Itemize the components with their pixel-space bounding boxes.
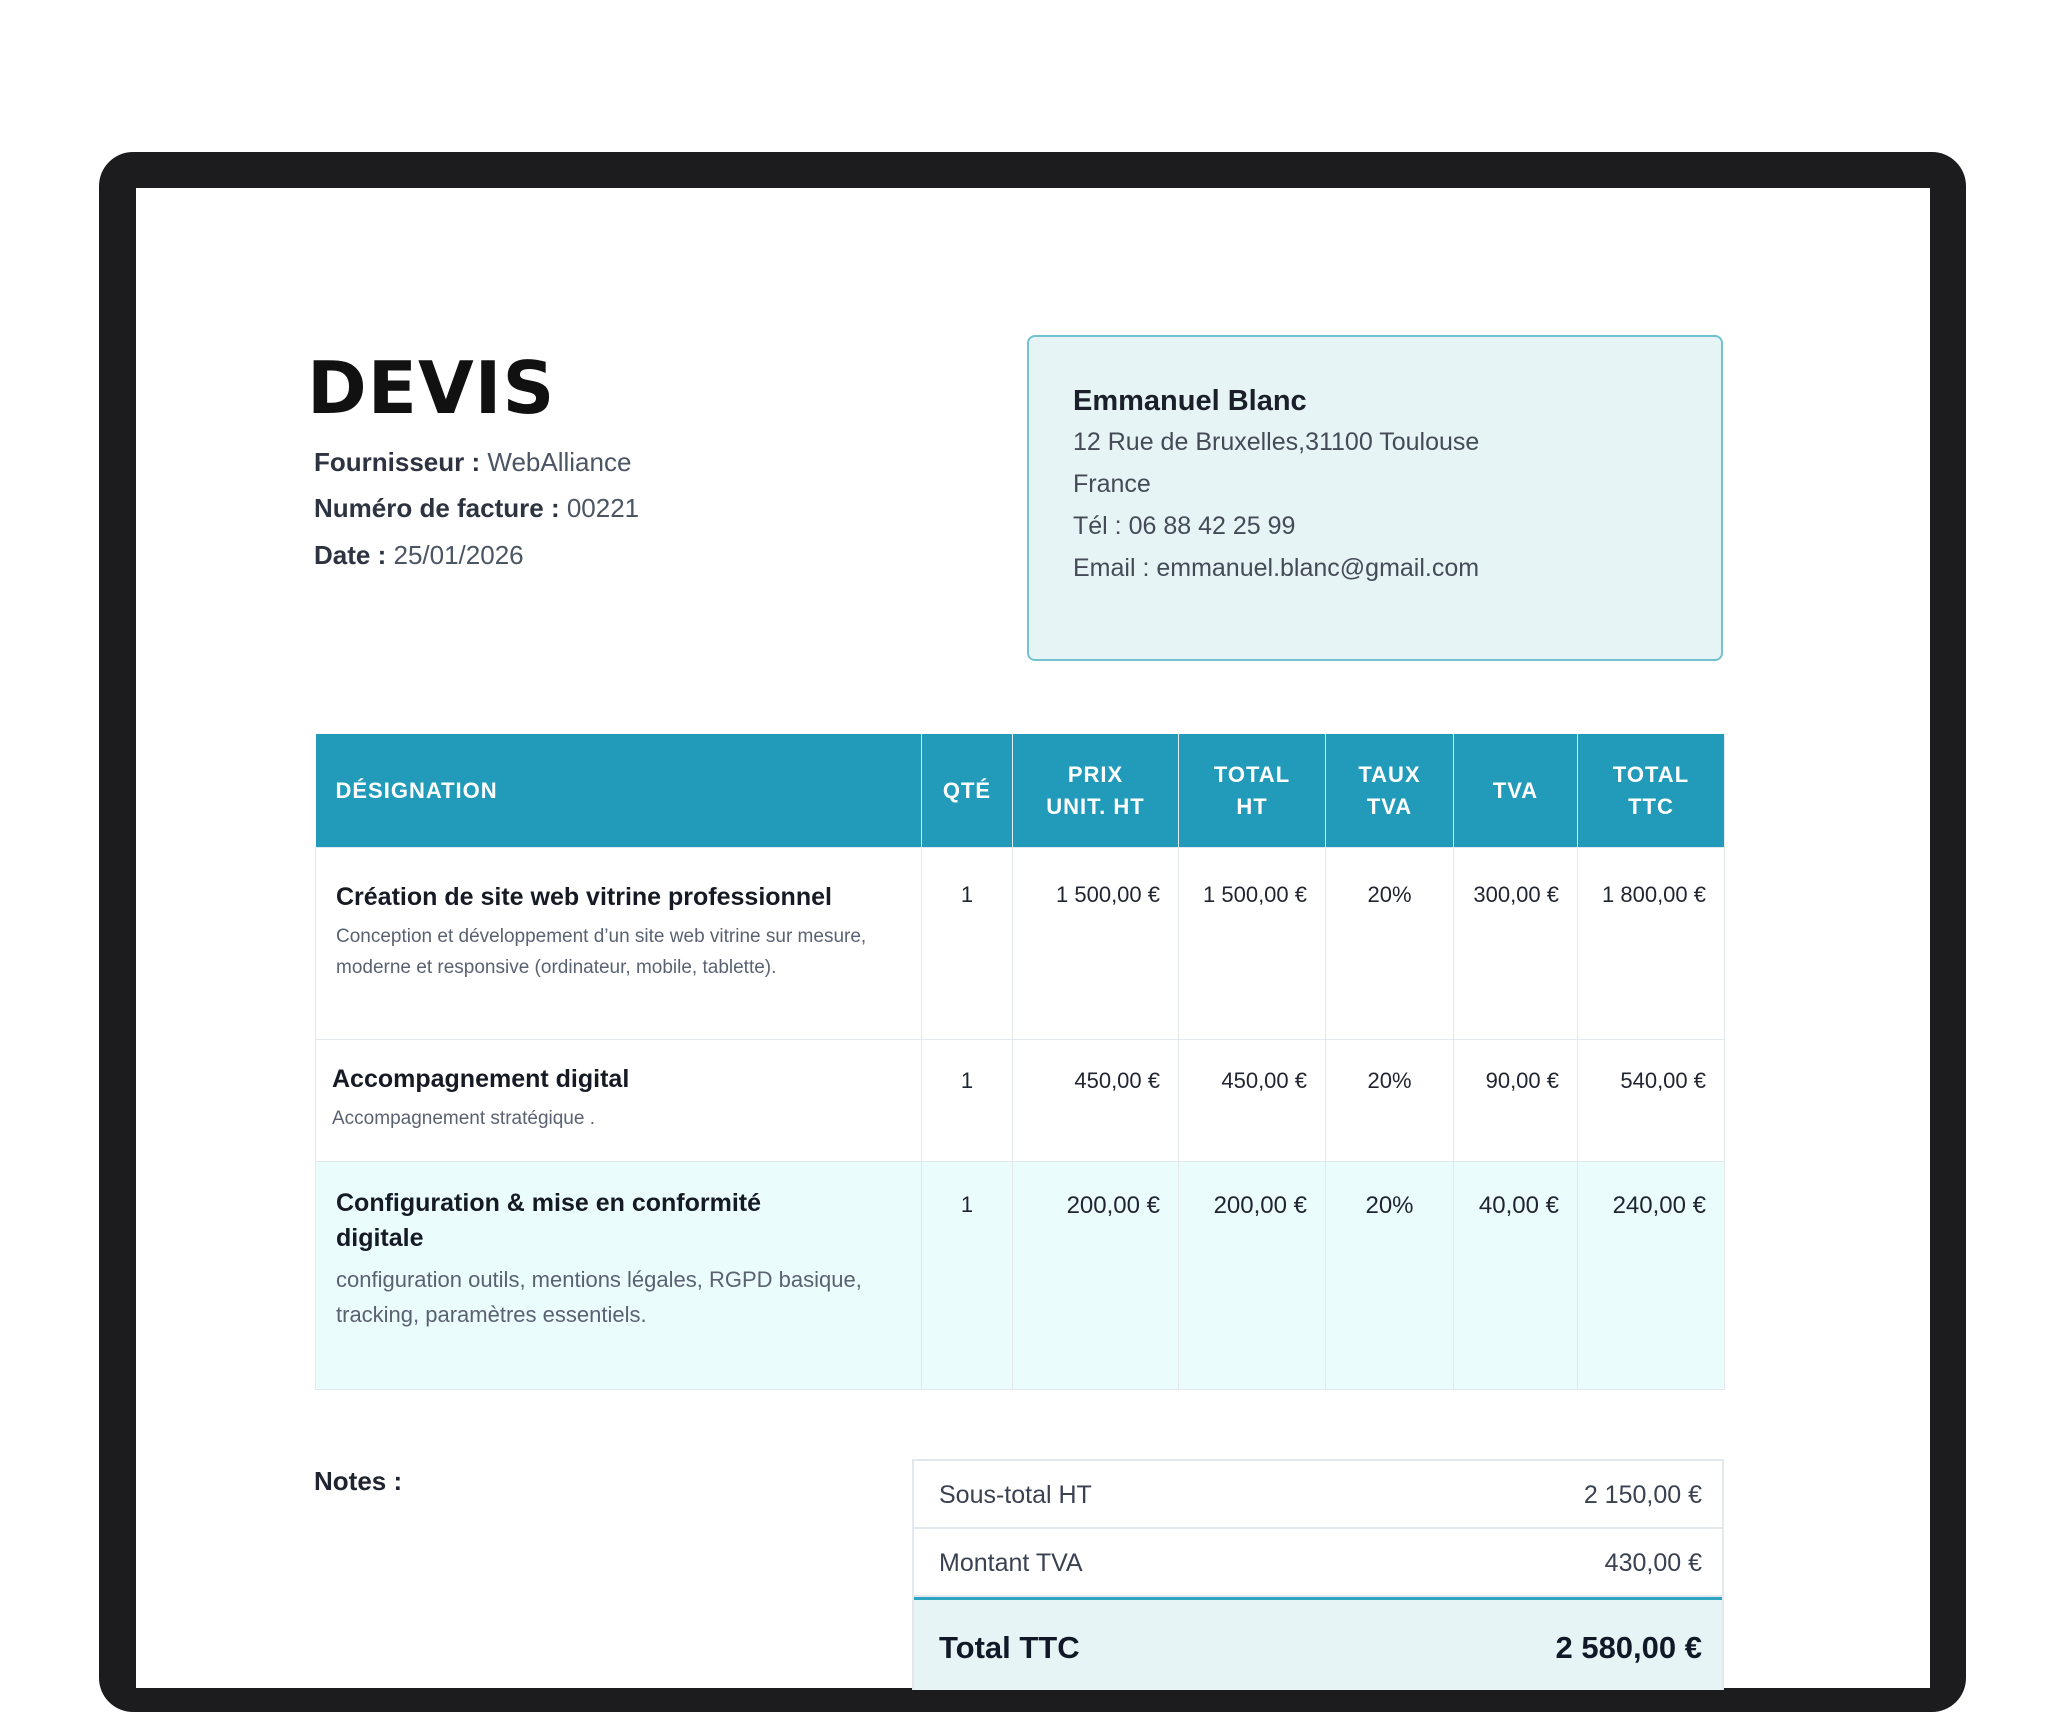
vat-total-label: Montant TVA (939, 1549, 1083, 1577)
header-total-ttc (1578, 734, 1725, 848)
header-unit-price-line1: PRIX (1067, 761, 1124, 787)
row-title: Configuration & mise en conformité digitale (336, 1189, 762, 1252)
grand-total-row (914, 1597, 1722, 1690)
row-vat-rate: 20% (1326, 848, 1454, 1040)
header-vat-rate-line2: TVA (1366, 793, 1413, 819)
header-total-ht-line1: TOTAL (1213, 761, 1291, 787)
header-vat: TVA (1454, 734, 1578, 848)
row-total-ttc: 1 800,00 € (1578, 848, 1725, 1040)
row-vat-rate: 20% (1326, 1162, 1454, 1390)
table-row (316, 1040, 1725, 1162)
row-unit-price: 1 500,00 € (1013, 848, 1179, 1040)
supplier-label: Fournisseur : (314, 447, 481, 477)
subtotal-label: Sous-total HT (939, 1481, 1092, 1509)
row-designation (316, 1162, 922, 1390)
grand-total-value: 2 580,00 € (1555, 1630, 1702, 1665)
header-total-ht (1179, 734, 1326, 848)
notes-label: Notes : (314, 1466, 403, 1496)
row-vat: 40,00 € (1454, 1162, 1578, 1390)
header-vat-rate (1326, 734, 1454, 848)
row-vat: 90,00 € (1454, 1040, 1578, 1162)
header-total-ttc-line2: TTC (1628, 793, 1674, 819)
row-unit-price: 200,00 € (1013, 1162, 1179, 1390)
row-unit-price: 450,00 € (1013, 1040, 1179, 1162)
client-email: Email : emmanuel.blanc@gmail.com (1073, 554, 1480, 582)
header-unit-price-line2: UNIT. HT (1046, 793, 1145, 819)
supplier-value: WebAlliance (487, 447, 632, 477)
grand-total-label: Total TTC (939, 1630, 1080, 1665)
row-title: Création de site web vitrine professionnel (336, 883, 832, 911)
client-address: 12 Rue de Bruxelles,31100 Toulouse (1073, 428, 1480, 456)
row-total-ttc: 240,00 € (1578, 1162, 1725, 1390)
date-line (314, 542, 524, 568)
row-total-ht: 450,00 € (1179, 1040, 1326, 1162)
invoice-number-label: Numéro de facture : (314, 493, 560, 523)
items-table (315, 734, 1725, 1390)
row-total-ht: 200,00 € (1179, 1162, 1326, 1390)
row-designation (316, 848, 922, 1040)
row-title: Accompagnement digital (332, 1065, 630, 1093)
row-total-ttc: 540,00 € (1578, 1040, 1725, 1162)
table-row (316, 848, 1725, 1040)
row-description: Conception et développement d’un site web vitrine sur mesure, moderne et responsive (ordinateur, mobile, tablette). (336, 926, 867, 979)
vat-total-value: 430,00 € (1604, 1549, 1702, 1577)
row-qty: 1 (922, 848, 1013, 1040)
date-value: 25/01/2026 (393, 540, 524, 570)
table-row (316, 1162, 1725, 1390)
header-unit-price (1013, 734, 1179, 848)
subtotal-value: 2 150,00 € (1583, 1481, 1702, 1509)
header-total-ttc-line1: TOTAL (1612, 761, 1690, 787)
row-vat: 300,00 € (1454, 848, 1578, 1040)
totals-box (912, 1459, 1724, 1690)
row-vat-rate: 20% (1326, 1040, 1454, 1162)
row-description: Accompagnement stratégique . (332, 1108, 595, 1129)
vat-total-row (914, 1529, 1722, 1597)
subtotal-row (914, 1461, 1722, 1529)
header-vat-rate-line1: TAUX (1358, 761, 1421, 787)
client-country: France (1073, 470, 1151, 498)
client-phone: Tél : 06 88 42 25 99 (1073, 512, 1296, 540)
row-description: configuration outils, mentions légales, RGPD basique, tracking, paramètres essentiels. (336, 1267, 862, 1328)
supplier-line (314, 449, 631, 475)
row-designation (316, 1040, 922, 1162)
row-qty: 1 (922, 1162, 1013, 1390)
client-name: Emmanuel Blanc (1073, 385, 1307, 417)
table-header-row (316, 734, 1725, 848)
row-total-ht: 1 500,00 € (1179, 848, 1326, 1040)
document-title: DEVIS (307, 346, 556, 430)
header-total-ht-line2: HT (1236, 793, 1268, 819)
date-label: Date : (314, 540, 387, 570)
row-qty: 1 (922, 1040, 1013, 1162)
invoice-number-value: 00221 (566, 493, 640, 523)
client-card (1027, 335, 1723, 661)
header-designation: DÉSIGNATION (316, 734, 922, 848)
header-qty: QTÉ (922, 734, 1013, 848)
invoice-number-line (314, 495, 639, 521)
